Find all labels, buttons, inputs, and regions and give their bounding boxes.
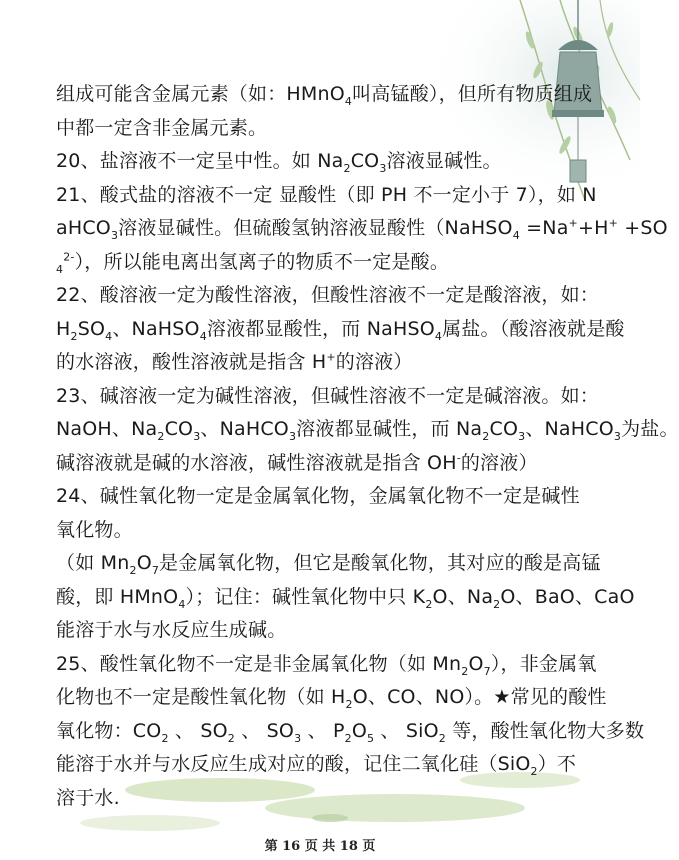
text-line <box>56 715 645 749</box>
subscript: 2 <box>129 563 137 577</box>
text-segment: 、NaHCO <box>200 418 289 440</box>
text-segment: ），非金属氧 <box>490 652 597 675</box>
text-segment: 22、酸溶液一定为酸性溶液，但酸性溶液不一定是酸溶液，如： <box>56 284 599 306</box>
subscript: 2 <box>530 764 538 778</box>
text-segment: 属盐。（酸溶液就是酸 <box>442 317 625 340</box>
text-segment: 23、碱溶液一定为碱性溶液，但碱性溶液不一定是碱溶液。如： <box>56 384 599 407</box>
text-segment: 碱溶液就是碱的水溶液，碱性溶液就是指含 OH <box>56 451 457 474</box>
text-segment: 化物也不一定是酸性氧化物（如 H <box>56 686 346 708</box>
subscript: 4 <box>105 329 113 343</box>
text-line <box>56 212 668 246</box>
text-line <box>56 78 592 112</box>
text-line <box>56 447 592 481</box>
subscript: 4 <box>199 329 207 343</box>
text-segment: CO <box>164 418 194 440</box>
subscript: 2 <box>425 597 433 611</box>
text-segment: ）；记住：碱性氧化物中只 K <box>185 585 426 608</box>
subscript: 3 <box>379 161 387 175</box>
text-segment: 为盐。 <box>621 418 679 440</box>
text-line <box>56 648 597 682</box>
text-line <box>56 413 679 447</box>
text-segment: 24、碱性氧化物一定是金属氧化物，金属氧化物不一定是碱性 <box>56 485 580 507</box>
text-segment: 中都一定含非金属元素。 <box>56 116 268 139</box>
text-line <box>56 313 625 347</box>
text-segment: aHCO <box>56 217 111 239</box>
subscript: 7 <box>151 563 160 577</box>
subscript: 3 <box>613 429 622 443</box>
text-segment: =Na <box>519 217 569 239</box>
text-line <box>56 480 592 514</box>
subscript: 3 <box>294 731 302 745</box>
superscript: + <box>608 216 618 230</box>
subscript: 2 <box>345 697 353 711</box>
text-segment: H <box>56 317 71 340</box>
text-segment: CO <box>350 150 380 172</box>
text-segment: 溶液显碱性。但硫酸氢钠溶液显酸性（NaHSO <box>118 217 513 239</box>
text-segment: 的溶液） <box>335 351 413 373</box>
text-segment: +H <box>577 217 609 239</box>
subscript: 2 <box>70 329 78 343</box>
text-segment: CO <box>489 418 519 440</box>
text-segment: 等，酸性氧化物大多数 <box>445 719 645 742</box>
subscript: 3 <box>110 228 119 242</box>
text-segment: O <box>136 552 152 574</box>
subscript: 3 <box>288 429 297 443</box>
subscript: 2 <box>157 429 165 443</box>
superscript: 2- <box>63 250 75 264</box>
text-line <box>56 246 592 280</box>
text-segment: 氧化物：CO <box>56 719 162 742</box>
text-line <box>56 581 635 615</box>
text-segment: 叫高锰酸），但所有物质组成 <box>352 83 593 105</box>
subscript: 4 <box>512 228 520 242</box>
text-segment: O <box>351 719 367 742</box>
text-segment: 能溶于水与水反应生成碱。 <box>56 619 287 641</box>
text-segment: 氧化物。 <box>56 518 133 541</box>
text-segment: （如 Mn <box>56 552 130 574</box>
text-line <box>56 514 592 548</box>
superscript: - <box>456 451 461 465</box>
text-line <box>56 681 607 715</box>
text-segment: O <box>468 652 484 675</box>
subscript: 2 <box>227 731 235 745</box>
text-line <box>56 380 599 414</box>
text-segment: 溶液显碱性。 <box>386 150 502 172</box>
text-segment: +SO <box>618 217 668 239</box>
text-segment: 的水溶液，酸性溶液就是指含 H <box>56 351 327 373</box>
text-line <box>56 279 599 313</box>
subscript: 2 <box>438 731 446 745</box>
subscript: 4 <box>434 329 443 343</box>
text-line <box>56 614 592 648</box>
text-line <box>56 748 592 782</box>
text-segment: 、NaHSO <box>112 317 200 340</box>
text-segment: NaOH、Na <box>56 418 158 440</box>
text-segment: 酸，即 HMnO <box>56 585 179 608</box>
subscript: 2 <box>161 731 169 745</box>
subscript: 4 <box>344 94 353 108</box>
text-segment: 的溶液） <box>460 451 538 474</box>
text-segment: 溶液都显碱性，而 Na <box>296 418 483 440</box>
text-segment: O、CO、NO）。★常见的酸性 <box>352 686 607 708</box>
text-segment: 、 SO <box>234 719 295 742</box>
text-segment: ），所以能电离出氢离子的物质不一定是酸。 <box>74 250 450 273</box>
text-segment: SO <box>77 317 106 340</box>
text-segment: 是金属氧化物，但它是酸氧化物，其对应的酸是高锰 <box>159 552 601 574</box>
page-footer: 第 16 页 共 18 页 <box>264 839 376 854</box>
subscript: 3 <box>193 429 201 443</box>
superscript: + <box>568 216 578 230</box>
text-segment: 21、酸式盐的溶液不一定 显酸性（即 PH 不一定小于 7），如 N <box>56 183 597 206</box>
subscript: 2 <box>461 664 469 678</box>
text-line <box>56 112 592 146</box>
subscript: 2 <box>344 731 352 745</box>
subscript: 5 <box>366 731 375 745</box>
text-segment: 20、盐溶液不一定呈中性。如 Na <box>56 150 344 172</box>
text-line <box>56 179 597 213</box>
subscript: 2 <box>493 597 501 611</box>
text-segment: 溶于水. <box>56 786 120 809</box>
text-line <box>56 145 592 179</box>
text-segment: 能溶于水并与水反应生成对应的酸，记住二氧化硅（SiO <box>56 753 531 775</box>
text-segment: ）不 <box>537 753 577 775</box>
document-body <box>56 78 679 815</box>
text-segment: 25、酸性氧化物不一定是非金属氧化物（如 Mn <box>56 652 462 675</box>
text-segment: O、Na <box>432 585 494 608</box>
subscript: 2 <box>343 161 351 175</box>
subscript: 4 <box>178 597 186 611</box>
text-segment: 、NaHCO <box>525 418 614 440</box>
text-line <box>56 547 601 581</box>
text-segment: 、 P <box>301 719 345 742</box>
subscript: 4 <box>56 262 64 276</box>
text-segment: O、BaO、CaO <box>500 585 635 608</box>
text-segment: 组成可能含金属元素（如：HMnO <box>56 83 345 105</box>
text-line <box>56 346 592 380</box>
text-segment: 溶液都显酸性，而 NaHSO <box>206 317 435 340</box>
subscript: 3 <box>518 429 526 443</box>
text-segment: 、 SiO <box>374 719 439 742</box>
superscript: + <box>326 350 336 364</box>
subscript: 7 <box>483 664 491 678</box>
text-segment: 、 SO <box>168 719 228 742</box>
subscript: 2 <box>482 429 490 443</box>
text-line <box>56 782 592 816</box>
